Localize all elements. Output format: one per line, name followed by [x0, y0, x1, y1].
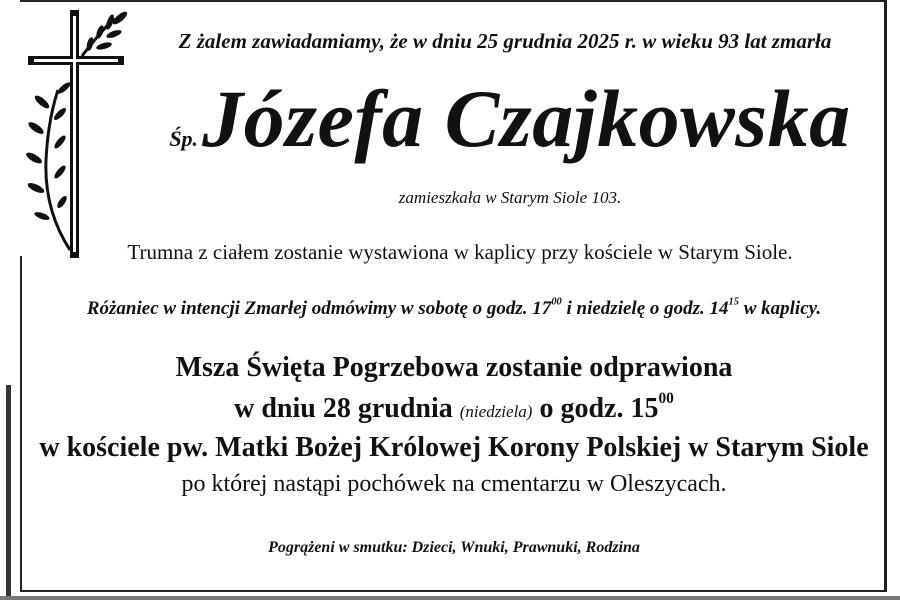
border-bottom — [20, 590, 886, 592]
coffin-notice: Trumna z ciałem zostanie wystawiona w kaplicy przy kościele w Starym Siole. — [127, 240, 793, 264]
rosary-text-1: Różaniec w intencji Zmarłej odmówimy w sobotę o godz. 17 — [86, 298, 552, 319]
rosary-time-1-minutes: 00 — [551, 296, 562, 308]
mass-weekday: (niedziela) — [459, 402, 533, 421]
scan-edge-bottom — [0, 596, 900, 600]
funeral-mass-line-2 — [20, 390, 888, 425]
mass-time-minutes: 00 — [658, 390, 674, 408]
scan-edge-left — [6, 385, 11, 600]
rosary-text-3: w kaplicy. — [738, 298, 822, 319]
residence-address: zamieszkała w Starym Siole 103. — [398, 188, 622, 207]
mass-time: o godz. 15 — [532, 393, 659, 424]
funeral-church-location: w kościele pw. Matki Bożej Królowej Korony Polskiej w Starym Siole — [39, 432, 869, 463]
deceased-name-row — [150, 72, 870, 166]
deceased-name: Józefa Czajkowska — [202, 73, 851, 164]
border-right — [884, 0, 887, 592]
border-top — [20, 0, 884, 2]
rosary-time-2-minutes: 15 — [728, 296, 739, 308]
rosary-notice — [20, 298, 888, 320]
name-prefix: Śp. — [169, 126, 199, 151]
cross-with-laurel-icon — [24, 10, 134, 260]
mourners-signature: Pogrążeni w smutku: Dzieci, Wnuki, Prawnuki, Rodzina — [268, 539, 640, 556]
rosary-text-2: i niedzielę o godz. 14 — [561, 298, 729, 319]
burial-notice: po której nastąpi pochówek na cmentarzu w Oleszycach. — [181, 471, 727, 497]
intro-announcement: Z żalem zawiadamiamy, że w dniu 25 grudnia 2025 r. w wieku 93 lat zmarła — [178, 29, 832, 53]
funeral-mass-line-1: Msza Święta Pogrzebowa zostanie odprawiona — [175, 352, 733, 383]
mass-date: w dniu 28 grudnia — [234, 393, 460, 424]
